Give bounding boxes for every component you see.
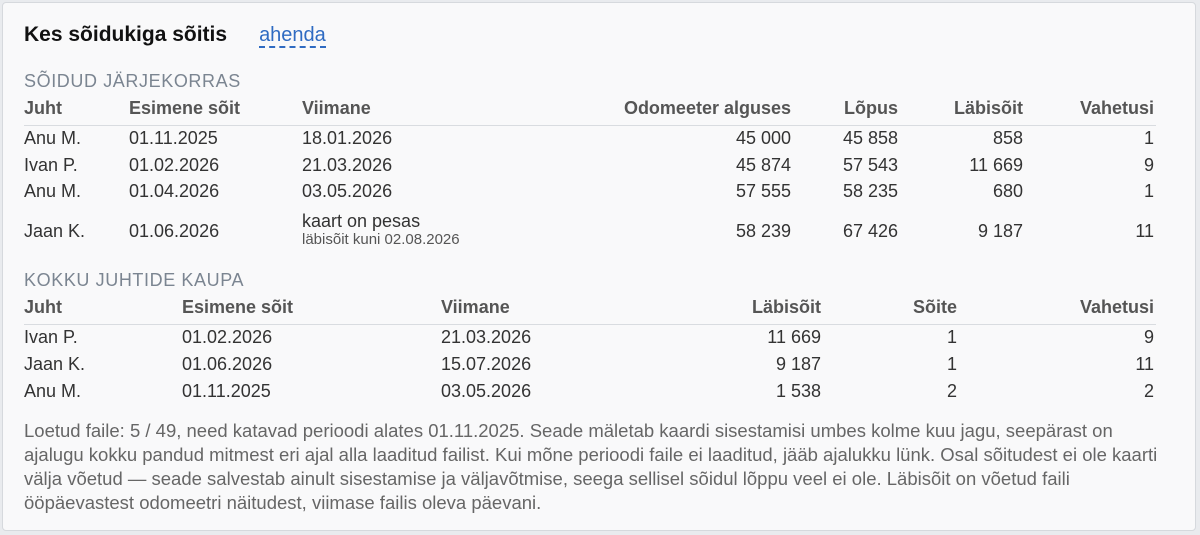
- trips-cell-odometer-end: 67 426: [842, 221, 898, 241]
- totals-header-swaps: Vahetusi: [1079, 297, 1154, 317]
- totals-cell-driver: Jaan K.: [24, 354, 86, 374]
- totals-cell-distance: 1 538: [775, 381, 821, 401]
- trips-cell-last-note: läbisõit kuni 02.08.2026: [302, 231, 460, 248]
- trips-cell-driver: Ivan P.: [24, 155, 78, 175]
- trips-cell-first-trip: 01.06.2026: [129, 221, 220, 241]
- totals-header-first-trip: Esimene sõit: [182, 297, 294, 317]
- totals-cell-distance: 11 669: [767, 327, 821, 347]
- trips-header-divider: [24, 125, 1156, 126]
- totals-cell-last-trip: 03.05.2026: [441, 381, 532, 401]
- vehicle-drivers-card: [2, 2, 1196, 531]
- totals-cell-first-trip: 01.02.2026: [182, 327, 273, 347]
- trips-cell-driver: Jaan K.: [24, 221, 86, 241]
- trips-cell-swaps: 1: [1143, 128, 1154, 148]
- trips-cell-odometer-start: 58 239: [735, 221, 791, 241]
- trips-header-swaps: Vahetusi: [1079, 98, 1154, 118]
- trips-cell-last-trip: [302, 211, 460, 248]
- trips-cell-odometer-start: 45 000: [735, 128, 791, 148]
- totals-header-trip-count: Sõite: [912, 297, 957, 317]
- totals-cell-trip-count: 1: [946, 354, 957, 374]
- totals-header-driver: Juht: [24, 297, 62, 317]
- totals-cell-swaps: 9: [1143, 327, 1154, 347]
- totals-header-divider: [24, 324, 1156, 325]
- info-note: Loetud faile: 5 / 49, need katavad perioodi alates 01.11.2025. Seade mäletab kaardi sisestamisi umbes kolme kuu jagu, seepärast on ajalugu kokku pandud mitmest eri ajal alla laaditud failist. Kui mõne perioodi faile ei laaditud, jääb ajalukku lünk. Osal sõitudest ei ole kaarti välja võetud — seade salvestab ainult sisestamise ja väljavõtmise, seega sellisel sõidul lõppu veel ei ole. Läbisõit on võetud faili ööpäevastest odomeetri näitudest, viimase failis oleva päevani.: [24, 420, 1158, 513]
- trips-cell-distance: 858: [992, 128, 1023, 148]
- totals-cell-trip-count: 1: [946, 327, 957, 347]
- trips-cell-distance: 9 187: [977, 221, 1023, 241]
- totals-header-distance: Läbisõit: [751, 297, 821, 317]
- trips-header-odometer-start: Odomeeter alguses: [623, 98, 791, 118]
- trips-cell-odometer-end: 58 235: [842, 181, 898, 201]
- card-title: Kes sõidukiga sõitis: [24, 23, 228, 46]
- totals-cell-driver: Anu M.: [24, 381, 82, 401]
- trips-cell-driver: Anu M.: [24, 181, 82, 201]
- totals-cell-first-trip: 01.11.2025: [182, 381, 271, 401]
- totals-cell-last-trip: 15.07.2026: [441, 354, 532, 374]
- trips-cell-first-trip: 01.04.2026: [129, 181, 220, 201]
- trips-cell-swaps: 1: [1143, 181, 1154, 201]
- totals-header-last-trip: Viimane: [441, 297, 510, 317]
- trips-cell-swaps: 9: [1143, 155, 1154, 175]
- totals-cell-first-trip: 01.06.2026: [182, 354, 273, 374]
- trips-cell-swaps: 11: [1135, 221, 1154, 241]
- trips-header-driver: Juht: [24, 98, 62, 118]
- trips-cell-last-status: kaart on pesas: [302, 211, 421, 231]
- totals-cell-swaps: 2: [1143, 381, 1154, 401]
- collapse-link[interactable]: ahenda: [259, 24, 326, 46]
- totals-cell-distance: 9 187: [775, 354, 821, 374]
- totals-cell-trip-count: 2: [946, 381, 957, 401]
- trips-header-odometer-end: Lõpus: [844, 98, 898, 118]
- trips-cell-first-trip: 01.02.2026: [129, 155, 220, 175]
- trips-cell-odometer-end: 45 858: [842, 128, 898, 148]
- totals-cell-last-trip: 21.03.2026: [441, 327, 532, 347]
- trips-header-last-trip: Viimane: [302, 98, 371, 118]
- trips-section-title: SÕIDUD JÄRJEKORRAS: [24, 71, 241, 91]
- trips-cell-odometer-start: 45 874: [735, 155, 791, 175]
- trips-cell-last-trip: 18.01.2026: [302, 128, 393, 148]
- totals-section-title: KOKKU JUHTIDE KAUPA: [24, 270, 245, 290]
- trips-header-first-trip: Esimene sõit: [129, 98, 241, 118]
- trips-cell-last-trip: 21.03.2026: [302, 155, 393, 175]
- trips-cell-last-trip: 03.05.2026: [302, 181, 393, 201]
- trips-cell-distance: 11 669: [969, 155, 1023, 175]
- trips-header-distance: Läbisõit: [953, 98, 1023, 118]
- totals-cell-driver: Ivan P.: [24, 327, 78, 347]
- trips-cell-driver: Anu M.: [24, 128, 82, 148]
- totals-cell-swaps: 11: [1135, 354, 1154, 374]
- trips-cell-odometer-start: 57 555: [735, 181, 791, 201]
- trips-cell-distance: 680: [992, 181, 1023, 201]
- trips-cell-odometer-end: 57 543: [842, 155, 898, 175]
- card-header: [24, 23, 326, 48]
- trips-cell-first-trip: 01.11.2025: [129, 128, 218, 148]
